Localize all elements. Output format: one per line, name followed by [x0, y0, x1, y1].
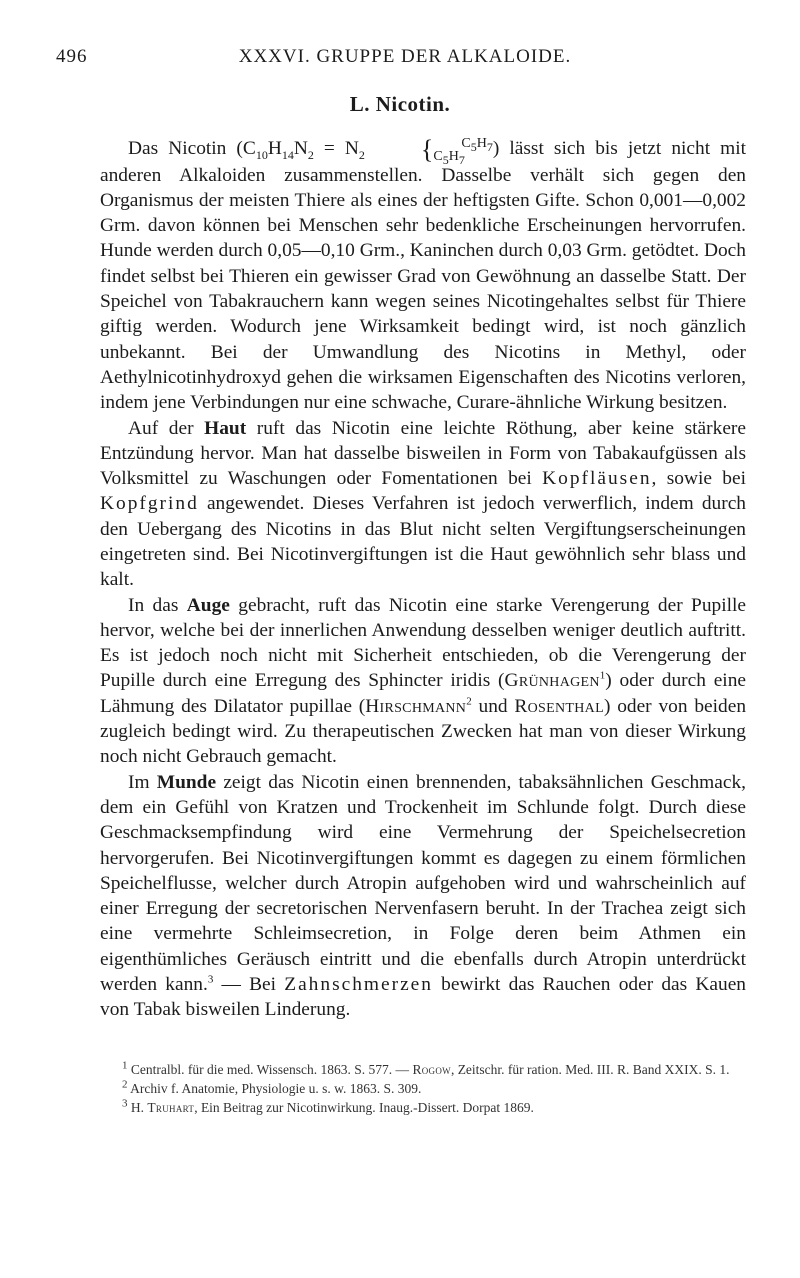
keyword-auge: Auge — [186, 594, 230, 616]
paragraph-nicotin-intro: Das Nicotin ($C_{10}H_{14}N_2 = N_2$ { $C_5H_7$ $C_5H_7$) lässt sich bis jetzt nicht mit anderen Alkaloiden zusammenstellen. Dasselbe verhält sich gegen den Organismus der meisten Thiere als eines der heftigsten Gifte. Schon 0,001—0,002 Grm. davon können bei Menschen sehr bedenkliche Erscheinungen hervorrufen. Hunde werden durch 0,05—0,10 Grm., Kaninchen durch 0,03 Grm. getödtet. Doch findet selbst bei Thieren ein gewisser Grad von Gewöhnung an dasselbe Statt. Der Speichel von Tabakrauchern kann wegen seines Nicotingehaltes selbst für Thiere giftig werden. Wodurch jene Wirksamkeit bedingt wird, ist noch gänzlich unbekannt. Bei der Umwandlung des Nicotins in Methyl, oder Aethylnicotinhydroxyd gehen die wirksamen Eigenschaften des Nicotins verloren, indem jene Verbindungen nur eine schwache, Curare-ähnliche Wirkung besitzen. — [100, 134, 747, 414]
section-title: L. Nicotin. — [349, 92, 451, 116]
keyword-haut: Haut — [204, 417, 247, 439]
page-number: 496 — [56, 46, 88, 67]
footnote-ref: 3 — [207, 973, 214, 986]
footnote-2: $^2$ Archiv f. Anatomie, Physiologie u. s. w. 1863. S. 309. — [122, 1078, 422, 1096]
paragraph-haut: Auf der Haut ruft das Nicotin eine leichte Röthung, aber keine stärkere Entzündung hervor. Man hat dasselbe bisweilen in Form von Tabakaufgüssen als Volksmittel zu Waschungen oder Fomentationen bei Kopfläusen, sowie bei Kopfgrind angewendet. Dieses Verfahren ist jedoch verwerflich, indem durch den Uebergang des Nicotins in das Blut nicht selten Vergiftungserscheinungen eingetreten sind. Bei Nicotinvergiftungen ist die Haut gewöhnlich sehr blass und kalt. — [100, 417, 746, 591]
keyword-munde: Munde — [156, 771, 217, 793]
footnote-ref: 1 — [599, 670, 606, 683]
page-header — [56, 46, 754, 76]
body-text — [100, 136, 746, 1023]
formula-brace: { $C_5H_7$ $C_5H_7$ — [420, 134, 493, 167]
running-title: XXXVI. GRUPPE DER ALKALOIDE. — [238, 46, 572, 67]
paragraph-auge: In das Auge gebracht, ruft das Nicotin eine starke Verengerung der Pupille hervor, welche bei der innerlichen Anwendung desselben weniger deutlich auftritt. Es ist jedoch noch nicht mit Sicherheit entschieden, ob die Verengerung der Pupille durch eine Erregung des Sphincter iridis (Grünhagen$^1$) oder durch eine Lähmung des Dilatator pupillae (Hirschmann$^2$ und Rosenthal) oder von beiden zugleich bedingt wird. Zu therapeutischen Zwecken hat man von dieser Wirkung noch nicht Gebrauch gemacht. — [100, 594, 747, 768]
footnote-3: $^3$ H. Truhart, Ein Beitrag zur Nicotinwirkung. Inaug.-Dissert. Dorpat 1869. — [122, 1097, 534, 1115]
footnotes — [100, 1060, 746, 1117]
paragraph-munde: Im Munde zeigt das Nicotin einen brennenden, tabaksähnlichen Geschmack, dem ein Gefühl von Kratzen und Trockenheit im Schlunde folgt. Durch diese Geschmacksempfindung wird eine Vermehrung der Speichelsecretion hervorgerufen. Bei Nicotinvergiftungen kommt es dagegen zu einem förmlichen Speichelflusse, welcher durch Atropin aufgehoben wird und wahrscheinlich auf einer Erregung der secretorischen Nervenfasern beruht. In der Trachea zeigt sich eine vermehrte Schleimsecretion, in Folge deren beim Athmen ein eigenthümliches Geräusch eintritt und die ebenfalls durch Atropin unterdrückt werden kann.$^3$ — Bei Zahnschmerzen bewirkt das Rauchen oder das Kauen von Tabak bisweilen Linderung. — [100, 771, 747, 1021]
footnote-1: $^1$ Centralbl. für die med. Wissensch. 1863. S. 577. — Rogow, Zeitschr. für ration. Med. III. R. Band XXIX. S. 1. — [122, 1059, 730, 1077]
footnote-ref: 2 — [466, 695, 472, 708]
